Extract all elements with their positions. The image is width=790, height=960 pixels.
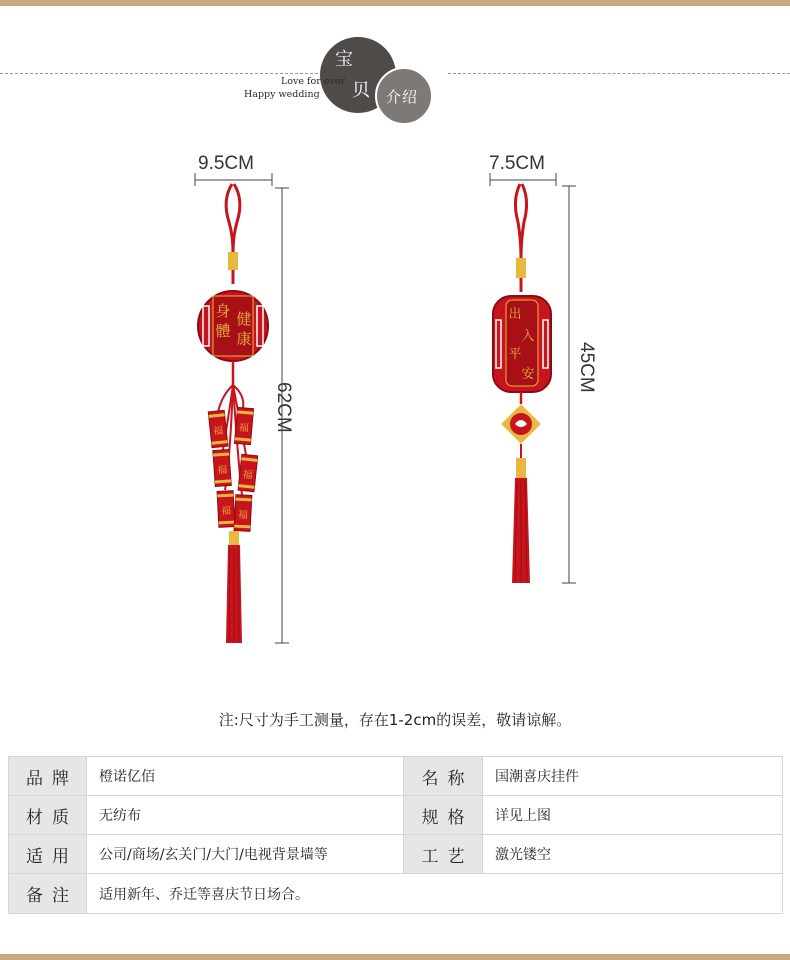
right-plaque-text: 出 [508, 307, 522, 322]
header-title-char-2: 贝 [352, 80, 370, 101]
svg-text:安: 安 [521, 367, 535, 382]
svg-text:入: 入 [521, 329, 535, 344]
header-subtitle: 介绍 [386, 88, 419, 106]
brand-label: 品牌 [9, 757, 86, 795]
name-value: 国潮喜庆挂件 [483, 757, 782, 795]
svg-text:平: 平 [508, 347, 522, 362]
left-width-label: 9.5CM [198, 153, 254, 174]
svg-text:福: 福 [237, 509, 249, 522]
svg-text:體: 體 [215, 322, 231, 340]
usage-value: 公司/商场/玄关门/大门/电视背景墙等 [87, 835, 403, 873]
svg-text:福: 福 [238, 422, 250, 435]
craft-label: 工艺 [404, 835, 482, 873]
measurement-note: 注:尺寸为手工测量，存在1-2cm的误差，敬请谅解。 [218, 711, 572, 729]
spec-table [8, 756, 783, 914]
material-label: 材质 [9, 796, 86, 834]
header-title-char-1: 宝 [335, 49, 353, 70]
header-tagline-1: Love for ever [281, 76, 345, 87]
svg-text:福: 福 [242, 469, 254, 482]
svg-text:康: 康 [236, 330, 252, 348]
firecrackers [208, 407, 257, 531]
size-value: 详见上图 [483, 796, 782, 834]
usage-label: 适用 [9, 835, 86, 873]
right-ornament [493, 184, 551, 583]
left-height-label: 62CM [273, 382, 294, 433]
svg-text:福: 福 [212, 425, 224, 438]
svg-text:福: 福 [216, 464, 228, 477]
left-ornament [198, 184, 268, 643]
left-plaque-text-1: 身 [215, 302, 231, 320]
left-plaque-text-2: 健 [236, 310, 252, 328]
brand-value: 橙诺亿佰 [87, 757, 403, 795]
craft-value: 激光镂空 [483, 835, 782, 873]
remark-label: 备注 [9, 874, 86, 913]
header-tagline-2: Happy wedding [244, 89, 320, 100]
right-height-label: 45CM [576, 342, 597, 393]
svg-text:福: 福 [220, 505, 232, 518]
remark-value: 适用新年、乔迁等喜庆节日场合。 [87, 874, 782, 913]
name-label: 名称 [404, 757, 482, 795]
right-width-label: 7.5CM [489, 153, 545, 174]
size-label: 规格 [404, 796, 482, 834]
bottom-decor-bar [0, 954, 790, 960]
material-value: 无纺布 [87, 796, 403, 834]
